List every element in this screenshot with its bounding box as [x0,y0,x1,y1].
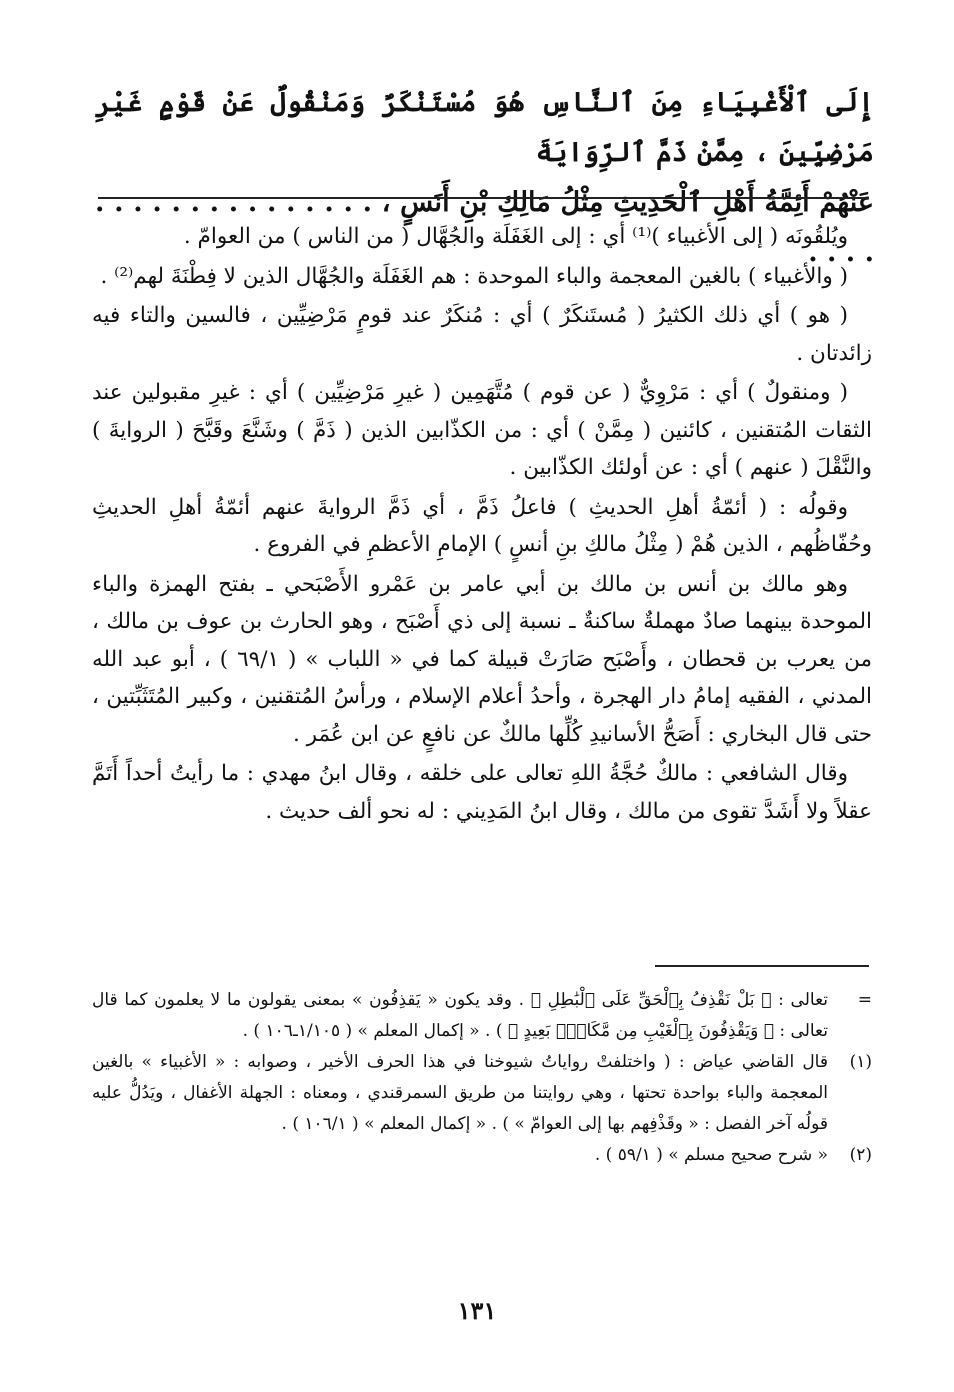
commentary-paragraph: ( والأغبياء ) بالغين المعجمة والباء الموحدة : هم الغَفَلَة والجُهَّال الذين لا فِطْنَةَ لهم⁽²⁾ . [100,263,848,289]
commentary-paragraph: وقولُه : ( أئمّةُ أهلِ الحديثِ ) فاعلُ ذَمَّ ، أي ذَمَّ الروايةَ عنهم أئمّةُ أهلِ الحديثِ وحُفّاظُهم ، الذين هُمْ ( مِثْلُ مالكِ بنِ أنسٍ ) الإمامِ الأعظمِ في الفروع . [92,494,872,557]
footnote-text: تعالى : ﴿ بَلْ نَقْذِفُ بِٱلْحَقِّ عَلَى ٱلْبَٰطِلِ ﴾ . وقد يكون « يَقذِفُون » بمعنى يقولون ما لا يعلمون كما قال تعالى : ﴿ وَيَقْذِفُونَ بِٱلْغَيْبِ مِن مَّكَانٍۭ بَعِيدٍ ﴾ ) . « إكمال المعلم » ( ١/١٠٥ـ١٠٦ ) . [92,990,828,1041]
footnote-text: قال القاضي عياض : ( واختلفتْ رواياتُ شيوخنا في هذا الحرف الأخير ، وصوابه : « الأغبياء » بالغين المعجمة والباء بواحدة تحتها ، وهي روايتنا من طريق السمرقندي ، ومعناه : الجهلة الأغفال ، ويَدُلُّ عليه قولُه آخر الفصل : « وقَذْفِهم بها إلى العوامّ » ) . « إكمال المعلم » ( ١٠٦/١ ) . [92,1052,828,1134]
footnote-marker: (٢) [849,1145,872,1165]
commentary-paragraph: ( هو ) أي ذلك الكثيرُ ( مُستَنكَرٌ ) أي : مُنكَرٌ عند قومٍ مَرْضِيِّين ، فالسين والتاء فيه زائدتان . [92,303,872,366]
matn-separator-rule [98,197,869,199]
commentary-paragraph: وقال الشافعي : مالكٌ حُجَّةُ اللهِ تعالى على خلقه ، وقال ابنُ مهدي : ما رأيتُ أحداً أَتَمَّ عقلاً ولا أَشَدَّ تقوى من مالك ، وقال ابنُ المَدِيني : له نحو ألف حديث . [92,761,872,824]
commentary-paragraph: ( ومنقولٌ ) أي : مَرْوِيٌّ ( عن قوم ) مُتَّهَمِين ( غيرِ مَرْضِيِّين ) أي : غيرِ مقبولين عند الثقات المُتقنين ، كائنين ( مِمَّنْ ) أي : من الكذّابين الذين ( ذَمَّ ) وشَنَّعَ وقَبَّحَ ( الروايةَ ) والنَّقْلَ ( عنهم ) أي : عن أولئك الكذّابين . [92,380,872,480]
matn-line-2: عَنْهُمْ أَئِمَّةُ أَهْلِ ٱلْحَدِيثِ مِثْلُ مَالِكِ بْنِ أَنَسٍ ، . . . . . . . . . . . . . . . . . . . [95,187,874,268]
footnote-1 [92,1047,872,1140]
footnote-text: « شرح صحيح مسلم » ( ٥٩/١ ) . [594,1145,828,1165]
footnote-marker: = [857,990,872,1010]
commentary-paragraph: ويُلقُونَه ( إلى الأغبياء )⁽¹⁾ أي : إلى الغَفَلَة والجُهَّال ( من الناس ) من العوامّ . [183,224,848,249]
page-number: ١٣١ [457,1296,497,1325]
footnote-2 [92,1140,872,1171]
matn-line-1: إِلَى ٱلْأَغْبِيَاءِ مِنَ ٱلنَّاسِ هُوَ مُسْتَنْكَرٌ وَمَنْقُولٌ عَنْ قَوْمٍ غَيْرِ مَرْضِيِّينَ ، مِمَّنْ ذَمَّ ٱلرِّوَايَةَ [95,87,874,168]
footnote-continued [92,985,872,1047]
footnotes [92,985,872,1171]
commentary-text [92,218,872,832]
commentary-paragraph: وهو مالك بن أنس بن مالك بن أبي عامر بن عَمْرو الأَصْبَحي ـ بفتح الهمزة والباء الموحدة بينهما صادٌ مهملةٌ ساكنةٌ ـ نسبة إلى ذي أَصْبَح ، وهو الحارث بن عوف بن مالك ، من يعرب بن قحطان ، وأَصْبَح صَارَتْ قبيلة كما في « اللباب » ( ٦٩/١ ) ، أبو عبد الله المدني ، الفقيه إمامُ دار الهجرة ، وأحدُ أعلام الإسلام ، ورأسُ المُتقنين ، وكبير المُتَثَبِّتين ، حتى قال البخاري : أَصَحُّ الأسانيدِ كُلِّها مالكٌ عن نافعٍ عن ابن عُمَر . [92,571,872,747]
footnote-marker: (١) [849,1052,872,1072]
footnote-separator-rule [655,965,869,967]
